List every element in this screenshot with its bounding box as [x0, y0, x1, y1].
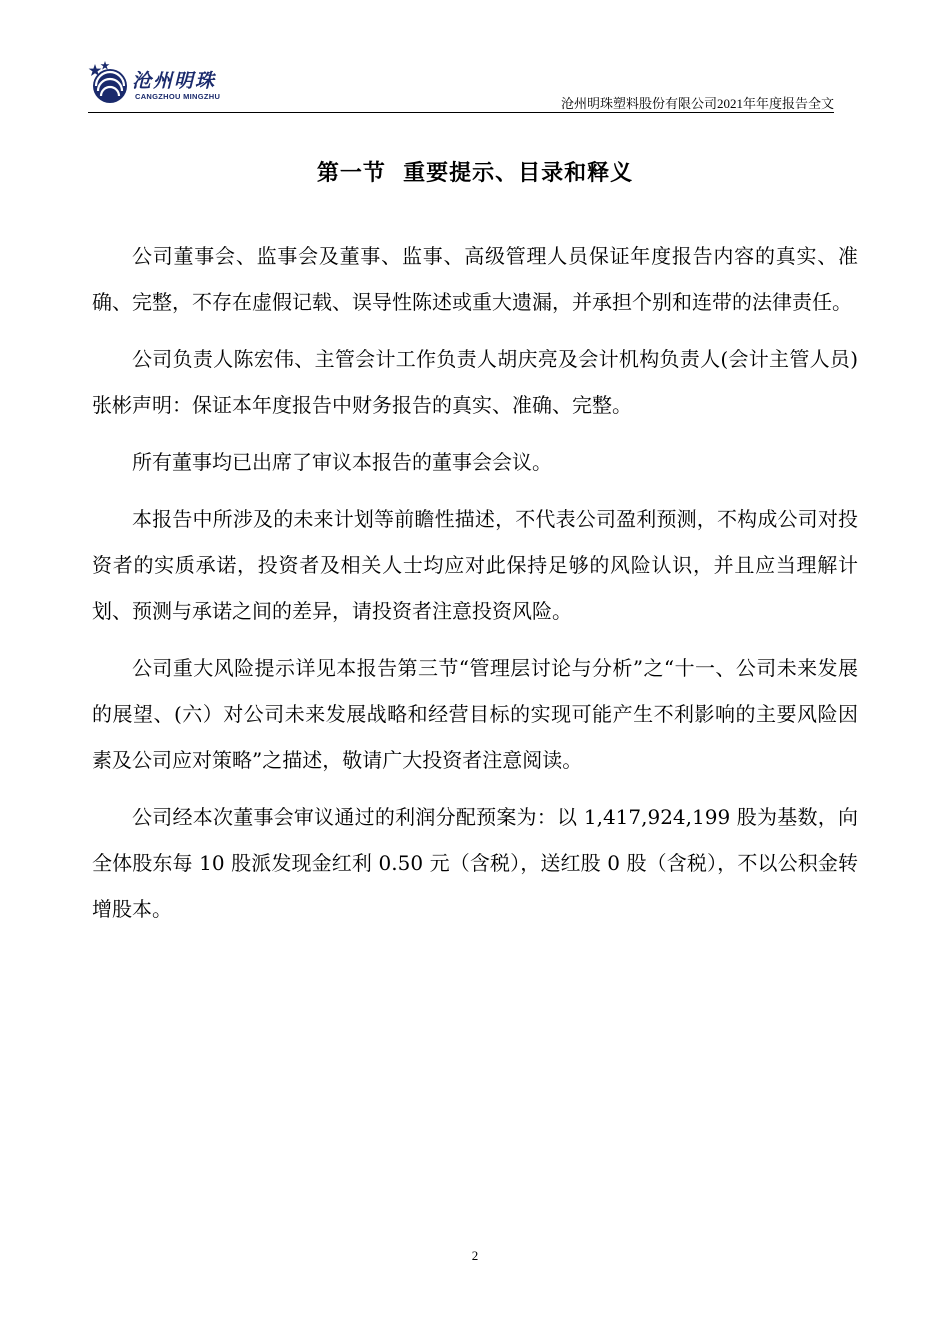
paragraph-risk-notice: 公司重大风险提示详见本报告第三节“管理层讨论与分析”之“十一、公司未来发展的展望、(六）对公司未来发展战略和经营目标的实现可能产生不利影响的主要风险因素及公司应对策略”之描述，敬请广大投资者注意阅读。 [92, 656, 858, 772]
paragraph-responsible-persons: 公司负责人陈宏伟、主管会计工作负责人胡庆亮及会计机构负责人(会计主管人员)张彬声明：保证本年度报告中财务报告的真实、准确、完整。 [92, 347, 858, 417]
company-logo [88, 60, 248, 106]
important-notice-body [92, 233, 858, 943]
logo-chinese-name: 沧州明珠 [132, 70, 217, 92]
logo-english-name: CANGZHOU MINGZHU [135, 92, 221, 101]
logo-emblem-icon [88, 60, 132, 106]
paragraph-profit-distribution: 公司经本次董事会审议通过的利润分配预案为：以 1,417,924,199 股为基数，向全体股东每 10 股派发现金红利 0.50 元（含税），送红股 0 股（含税），不以公积金转增股本。 [92, 805, 858, 921]
paragraph-board-guarantee: 公司董事会、监事会及董事、监事、高级管理人员保证年度报告内容的真实、准确、完整，不存在虚假记载、误导性陈述或重大遗漏，并承担个别和连带的法律责任。 [92, 244, 858, 314]
report-title: 沧州明珠塑料股份有限公司2021年年度报告全文 [560, 96, 834, 111]
page-header [88, 60, 834, 114]
paragraph-directors-attendance: 所有董事均已出席了审议本报告的董事会会议。 [132, 450, 552, 474]
page-number: 2 [471, 1248, 479, 1263]
header-divider [88, 112, 834, 113]
section-title: 第一节 重要提示、目录和释义 [316, 160, 634, 186]
paragraph-forward-looking: 本报告中所涉及的未来计划等前瞻性描述，不代表公司盈利预测，不构成公司对投资者的实质承诺，投资者及相关人士均应对此保持足够的风险认识，并且应当理解计划、预测与承诺之间的差异，请投资者注意投资风险。 [92, 507, 858, 623]
